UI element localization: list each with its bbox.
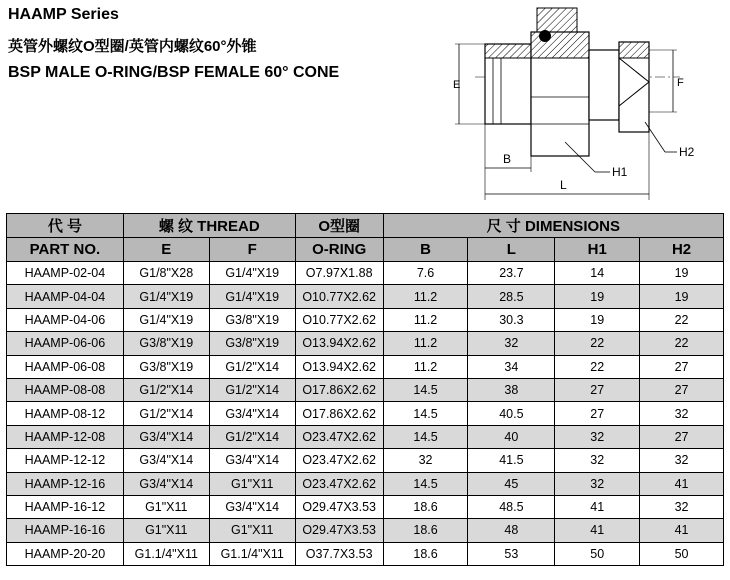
cell-dim-l: 48.5: [468, 495, 555, 518]
cell-dim-l: 41.5: [468, 449, 555, 472]
cell-oring: O17.86X2.62: [295, 378, 383, 401]
cell-part-no: HAAMP-02-04: [7, 262, 124, 285]
label-h2: H2: [679, 145, 695, 159]
cell-thread-e: G1"X11: [123, 495, 209, 518]
cell-oring: O13.94X2.62: [295, 355, 383, 378]
cell-thread-e: G1/4"X19: [123, 285, 209, 308]
cell-dim-h1: 41: [555, 495, 640, 518]
cell-part-no: HAAMP-06-08: [7, 355, 124, 378]
table-row: [7, 332, 724, 355]
cell-dim-l: 30.3: [468, 308, 555, 331]
cell-dim-l: 53: [468, 542, 555, 565]
cell-oring: O23.47X2.62: [295, 449, 383, 472]
cell-thread-f: G1/2"X14: [209, 355, 295, 378]
cell-thread-e: G1/2"X14: [123, 402, 209, 425]
cell-dim-h1: 50: [555, 542, 640, 565]
header-col-b: B: [383, 238, 468, 262]
cell-thread-e: G3/4"X14: [123, 449, 209, 472]
table-row: [7, 262, 724, 285]
cell-dim-l: 28.5: [468, 285, 555, 308]
cell-thread-e: G3/8"X19: [123, 355, 209, 378]
cell-dim-h2: 22: [640, 308, 724, 331]
cell-dim-h1: 19: [555, 285, 640, 308]
cell-dim-b: 11.2: [383, 308, 468, 331]
cell-dim-l: 45: [468, 472, 555, 495]
table-row: [7, 519, 724, 542]
cell-oring: O29.47X3.53: [295, 519, 383, 542]
cell-oring: O10.77X2.62: [295, 308, 383, 331]
cell-oring: O13.94X2.62: [295, 332, 383, 355]
cell-thread-f: G1.1/4"X11: [209, 542, 295, 565]
cell-dim-l: 38: [468, 378, 555, 401]
cell-part-no: HAAMP-16-12: [7, 495, 124, 518]
cell-dim-l: 48: [468, 519, 555, 542]
chinese-title: 英管外螺纹O型圈/英管内螺纹60°外锥: [8, 38, 257, 55]
header-oring-cn: O型圈: [295, 214, 383, 238]
cell-dim-h2: 27: [640, 355, 724, 378]
table-row: [7, 355, 724, 378]
cell-dim-h1: 27: [555, 402, 640, 425]
cell-thread-e: G3/4"X14: [123, 472, 209, 495]
cell-dim-h2: 27: [640, 378, 724, 401]
table-body: [7, 262, 724, 566]
series-title: HAAMP Series: [8, 6, 119, 23]
english-title: BSP MALE O-RING/BSP FEMALE 60° CONE: [8, 64, 340, 81]
cell-part-no: HAAMP-06-06: [7, 332, 124, 355]
cell-part-no: HAAMP-12-16: [7, 472, 124, 495]
cell-part-no: HAAMP-12-08: [7, 425, 124, 448]
cell-thread-f: G1/4"X19: [209, 285, 295, 308]
cell-dim-b: 18.6: [383, 519, 468, 542]
dimensions-table: [6, 213, 724, 566]
cell-dim-b: 14.5: [383, 378, 468, 401]
cell-oring: O10.77X2.62: [295, 285, 383, 308]
header-dimensions: 尺 寸 DIMENSIONS: [383, 214, 723, 238]
table-row: [7, 495, 724, 518]
cell-thread-e: G3/4"X14: [123, 425, 209, 448]
cell-part-no: HAAMP-12-12: [7, 449, 124, 472]
cell-dim-h1: 32: [555, 472, 640, 495]
cell-thread-e: G1/2"X14: [123, 378, 209, 401]
cell-dim-b: 14.5: [383, 472, 468, 495]
header-col-f: F: [209, 238, 295, 262]
header-col-l: L: [468, 238, 555, 262]
cell-dim-h1: 32: [555, 449, 640, 472]
cell-dim-h2: 19: [640, 285, 724, 308]
table-row: [7, 542, 724, 565]
cell-dim-b: 32: [383, 449, 468, 472]
header-col-h2: H2: [640, 238, 724, 262]
cell-thread-f: G3/4"X14: [209, 495, 295, 518]
cell-thread-f: G1/2"X14: [209, 378, 295, 401]
cell-part-no: HAAMP-04-06: [7, 308, 124, 331]
header-part-en: PART NO.: [7, 238, 124, 262]
cell-oring: O23.47X2.62: [295, 425, 383, 448]
cell-thread-f: G3/4"X14: [209, 449, 295, 472]
table-row: [7, 472, 724, 495]
cell-dim-h1: 27: [555, 378, 640, 401]
label-b: B: [503, 152, 512, 166]
cell-thread-f: G3/8"X19: [209, 332, 295, 355]
cell-dim-h2: 41: [640, 519, 724, 542]
cell-dim-l: 34: [468, 355, 555, 378]
cell-dim-l: 32: [468, 332, 555, 355]
cell-thread-e: G3/8"X19: [123, 332, 209, 355]
cell-oring: O23.47X2.62: [295, 472, 383, 495]
label-h1: H1: [612, 165, 628, 179]
cell-part-no: HAAMP-08-12: [7, 402, 124, 425]
cell-dim-b: 14.5: [383, 402, 468, 425]
label-l: L: [560, 178, 567, 192]
header-col-e: E: [123, 238, 209, 262]
cell-dim-h2: 41: [640, 472, 724, 495]
cell-dim-h1: 19: [555, 308, 640, 331]
label-f: F: [677, 77, 684, 89]
cell-dim-h2: 27: [640, 425, 724, 448]
cell-dim-l: 23.7: [468, 262, 555, 285]
cell-dim-h2: 50: [640, 542, 724, 565]
cell-dim-h2: 32: [640, 402, 724, 425]
cell-thread-f: G1"X11: [209, 472, 295, 495]
cell-part-no: HAAMP-04-04: [7, 285, 124, 308]
fitting-drawing: [445, 2, 705, 207]
cell-dim-h2: 32: [640, 449, 724, 472]
cell-part-no: HAAMP-16-16: [7, 519, 124, 542]
cell-dim-b: 11.2: [383, 285, 468, 308]
cell-part-no: HAAMP-08-08: [7, 378, 124, 401]
table-row: [7, 449, 724, 472]
cell-thread-e: G1"X11: [123, 519, 209, 542]
cell-dim-b: 7.6: [383, 262, 468, 285]
table-row: [7, 285, 724, 308]
cell-thread-e: G1/4"X19: [123, 308, 209, 331]
cell-dim-b: 14.5: [383, 425, 468, 448]
cell-thread-f: G1"X11: [209, 519, 295, 542]
header-part-cn: 代 号: [7, 214, 124, 238]
cell-dim-l: 40: [468, 425, 555, 448]
cell-thread-f: G3/4"X14: [209, 402, 295, 425]
cell-dim-h1: 22: [555, 332, 640, 355]
cell-thread-f: G1/2"X14: [209, 425, 295, 448]
table-row: [7, 402, 724, 425]
cell-thread-f: G1/4"X19: [209, 262, 295, 285]
cell-part-no: HAAMP-20-20: [7, 542, 124, 565]
label-e: E: [453, 79, 461, 91]
cell-dim-h2: 19: [640, 262, 724, 285]
cell-thread-e: G1.1/4"X11: [123, 542, 209, 565]
cell-dim-b: 18.6: [383, 542, 468, 565]
cell-dim-b: 11.2: [383, 332, 468, 355]
cell-dim-h1: 22: [555, 355, 640, 378]
cell-thread-e: G1/8"X28: [123, 262, 209, 285]
table-row: [7, 378, 724, 401]
cell-dim-l: 40.5: [468, 402, 555, 425]
cell-dim-h2: 32: [640, 495, 724, 518]
cell-oring: O37.7X3.53: [295, 542, 383, 565]
table-row: [7, 308, 724, 331]
cell-dim-h1: 32: [555, 425, 640, 448]
cell-oring: O7.97X1.88: [295, 262, 383, 285]
cell-dim-h1: 41: [555, 519, 640, 542]
cell-oring: O29.47X3.53: [295, 495, 383, 518]
table-row: [7, 425, 724, 448]
cell-dim-b: 18.6: [383, 495, 468, 518]
cell-dim-h2: 22: [640, 332, 724, 355]
cell-thread-f: G3/8"X19: [209, 308, 295, 331]
header-col-h1: H1: [555, 238, 640, 262]
cell-dim-b: 11.2: [383, 355, 468, 378]
header-thread: 螺 纹 THREAD: [123, 214, 295, 238]
header-col-oring: O-RING: [295, 238, 383, 262]
cell-oring: O17.86X2.62: [295, 402, 383, 425]
cell-dim-h1: 14: [555, 262, 640, 285]
